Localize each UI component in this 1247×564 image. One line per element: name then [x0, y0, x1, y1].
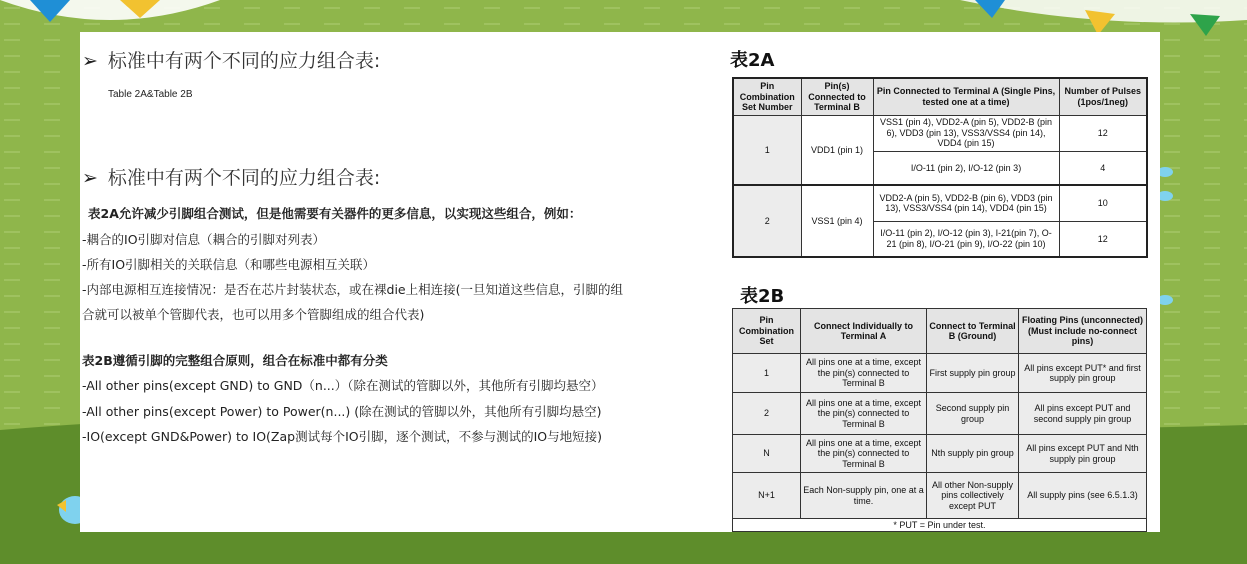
table-row	[733, 473, 1147, 519]
terminal-b-cell: Second supply pin group	[927, 393, 1019, 435]
table-row	[733, 354, 1147, 393]
set-cell: 1	[733, 115, 801, 185]
table-2a-title: 表2A	[730, 50, 775, 71]
pulses-cell: 12	[1059, 115, 1147, 151]
floating-cell: All pins except PUT and Nth supply pin group	[1019, 435, 1147, 473]
terminal-b-cell: Nth supply pin group	[927, 435, 1019, 473]
body-line: 合就可以被单个管脚代表，也可以用多个管脚组成的组合代表)	[82, 307, 425, 322]
header-cell: Pin Connected to Terminal A (Single Pins, tested one at a time)	[873, 78, 1059, 115]
terminal-a-cell: Each Non-supply pin, one at a time.	[801, 473, 927, 519]
heading-text: 标准中有两个不同的应力组合表:	[107, 167, 381, 189]
body-line: -所有IO引脚相关的关联信息（和哪些电源相互关联）	[82, 257, 376, 272]
table-row	[733, 115, 1147, 151]
pulses-cell: 10	[1059, 185, 1147, 221]
pin-a-cell: VDD2-A (pin 5), VDD2-B (pin 6), VDD3 (pin 13), VSS3/VSS4 (pin 14), VDD4 (pin 15)	[873, 185, 1059, 221]
arrow-bullet-icon: ➢	[82, 167, 98, 189]
table-footnote-row	[733, 519, 1147, 532]
terminal-a-cell: All pins one at a time, except the pin(s) connected to Terminal B	[801, 435, 927, 473]
set-cell: N+1	[733, 473, 801, 519]
pin-a-cell: I/O-11 (pin 2), I/O-12 (pin 3), I-21(pin 7), O-21 (pin 8), I/O-21 (pin 9), I/O-22 (pin 10)	[873, 221, 1059, 257]
table-2b-title: 表2B	[740, 286, 785, 307]
table-header-row	[733, 78, 1147, 115]
subtitle-text: Table 2A&Table 2B	[108, 89, 193, 100]
pulses-cell: 4	[1059, 151, 1147, 185]
body-line: -内部电源相互连接情况：是否在芯片封装状态，或在裸die上相连接(一旦知道这些信息，引脚的组	[82, 282, 623, 297]
terminal-a-cell: All pins one at a time, except the pin(s) connected to Terminal B	[801, 354, 927, 393]
pin-a-cell: VSS1 (pin 4), VDD2-A (pin 5), VDD2-B (pin 6), VDD3 (pin 13), VSS3/VSS4 (pin 14), VDD4 (pin 15)	[873, 115, 1059, 151]
pins-b-cell: VSS1 (pin 4)	[801, 185, 873, 257]
header-cell: Pin(s) Connected to Terminal B	[801, 78, 873, 115]
slide-content	[80, 32, 1160, 532]
terminal-a-cell: All pins one at a time, except the pin(s) connected to Terminal B	[801, 393, 927, 435]
set-cell: 2	[733, 185, 801, 257]
floating-cell: All pins except PUT and second supply pin group	[1019, 393, 1147, 435]
header-cell: Connect Individually to Terminal A	[801, 309, 927, 354]
table-2b	[732, 308, 1147, 532]
table-row	[733, 185, 1147, 221]
bullet-heading-2	[82, 163, 380, 190]
header-cell: Floating Pins (unconnected) (Must include no-connect pins)	[1019, 309, 1147, 354]
floating-cell: All pins except PUT* and first supply pin group	[1019, 354, 1147, 393]
heading-text: 标准中有两个不同的应力组合表:	[107, 50, 381, 72]
body-line: -耦合的IO引脚对信息（耦合的引脚对列表）	[82, 232, 326, 247]
table-row	[733, 393, 1147, 435]
body-line: 表2A允许减少引脚组合测试，但是他需要有关器件的更多信息，以实现这些组合，例如：	[88, 206, 582, 221]
arrow-bullet-icon: ➢	[82, 50, 98, 72]
set-cell: 1	[733, 354, 801, 393]
body-line: -All other pins(except Power) to Power(n...) (除在测试的管脚以外，其他所有引脚均悬空)	[82, 404, 602, 419]
pin-a-cell: I/O-11 (pin 2), I/O-12 (pin 3)	[873, 151, 1059, 185]
header-cell: Pin Combination Set Number	[733, 78, 801, 115]
table-row	[733, 435, 1147, 473]
table-header-row	[733, 309, 1147, 354]
terminal-b-cell: All other Non-supply pins collectively except PUT	[927, 473, 1019, 519]
body-line: -IO(except GND&Power) to IO(Zap测试每个IO引脚，逐个测试，不参与测试的IO与地短接)	[82, 429, 602, 444]
header-cell: Number of Pulses (1pos/1neg)	[1059, 78, 1147, 115]
body-line: -All other pins(except GND) to GND（n...）（除在测试的管脚以外，其他所有引脚均悬空）	[82, 378, 604, 393]
table-2a	[732, 77, 1148, 258]
body-line: 表2B遵循引脚的完整组合原则，组合在标准中都有分类	[82, 353, 388, 368]
bullet-heading-1	[82, 46, 380, 73]
pins-b-cell: VDD1 (pin 1)	[801, 115, 873, 185]
header-cell: Connect to Terminal B (Ground)	[927, 309, 1019, 354]
pulses-cell: 12	[1059, 221, 1147, 257]
floating-cell: All supply pins (see 6.5.1.3)	[1019, 473, 1147, 519]
set-cell: 2	[733, 393, 801, 435]
header-cell: Pin Combination Set	[733, 309, 801, 354]
set-cell: N	[733, 435, 801, 473]
terminal-b-cell: First supply pin group	[927, 354, 1019, 393]
footnote-cell: * PUT = Pin under test.	[733, 519, 1147, 532]
